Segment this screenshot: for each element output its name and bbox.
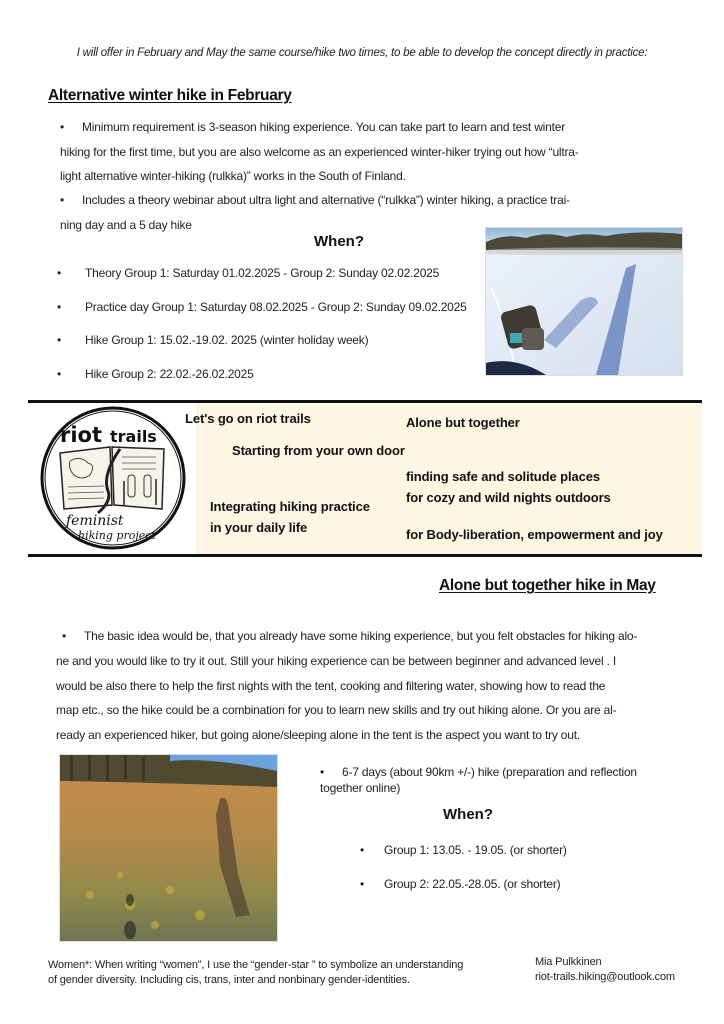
bullet-dot: •: [320, 765, 325, 779]
contact-block: [535, 955, 675, 985]
slogan-safe-places-2: for cozy and wild nights outdoors: [406, 490, 611, 505]
date-item: • Practice day Group 1: Saturday 08.02.2025 - Group 2: Sunday 09.02.2025: [57, 299, 467, 314]
slogan-liberation: for Body-liberation, empowerment and joy: [406, 527, 663, 542]
date-item: • Group 2: 22.05.-28.05. (or shorter): [360, 877, 561, 891]
february-heading: Alternative winter hike in February: [48, 87, 292, 104]
may-when-heading: When?: [443, 806, 493, 823]
riot-trails-banner: [28, 400, 702, 557]
slogan-lets-go: Let's go on riot trails: [185, 411, 311, 426]
riot-trails-logo-icon: [38, 405, 188, 551]
bullet-dot: •: [62, 629, 67, 643]
bullet-line: ning day and a 5 day hike: [60, 217, 192, 232]
date-item: • Hike Group 2: 22.02.-26.02.2025: [57, 366, 254, 381]
february-when-heading: When?: [314, 233, 364, 250]
winter-snow-photo: [485, 227, 683, 376]
may-heading: Alone but together hike in May: [439, 577, 656, 594]
slogan-integrating-1: Integrating hiking practice: [210, 499, 370, 514]
logo-top-text: riot: [60, 423, 103, 447]
paragraph-line: would be also there to help the first nights with the tent, cooking and filtering water, showing how to read the: [56, 678, 606, 693]
autumn-bog-photo: [59, 754, 278, 942]
paragraph-line: ready an experienced hiker, but going alone/sleeping alone in the tent is the aspect you want to try out.: [56, 728, 581, 743]
duration-line: 6-7 days (about 90km +/-) hike (preparation and reflection: [342, 765, 637, 779]
bullet-dot: •: [60, 120, 65, 134]
logo-top-text-trails: trails: [110, 427, 157, 446]
logo-bottom-text: feminist: [66, 513, 124, 529]
autumn-bog-photo-icon: [60, 755, 277, 941]
intro-text: I will offer in February and May the same course/hike two times, to be able to develop the concept directly in practice:: [76, 46, 648, 59]
date-item: • Theory Group 1: Saturday 01.02.2025 - Group 2: Sunday 02.02.2025: [57, 266, 440, 280]
winter-snow-photo-icon: [486, 228, 682, 375]
logo-bottom-text-2: hiking project: [78, 529, 156, 542]
february-bullet-1: [60, 115, 660, 189]
bullet-line: Minimum requirement is 3-season hiking experience. You can take part to learn and test winter: [82, 120, 566, 134]
bullet-dot: •: [60, 193, 65, 207]
paragraph-line: ne and you would like to try it out. Still your hiking experience can be between beginner and advanced level . I: [56, 653, 616, 668]
paragraph-line: map etc., so the hike could be a combination for you to learn new skills and try out hiking alone. Or you are al-: [56, 703, 617, 718]
may-duration-bullet: [320, 764, 700, 796]
slogan-safe-places-1: finding safe and solitude places: [406, 469, 601, 484]
duration-line: together online): [320, 781, 401, 795]
slogan-own-door: Starting from your own door: [232, 443, 405, 458]
may-paragraph: [56, 624, 702, 748]
footnote-line: Women*: When writing “women”, I use the “gender-star ” to symbolize an understanding: [48, 959, 464, 971]
riot-trails-logo: [38, 405, 188, 551]
paragraph-line: The basic idea would be, that you already have some hiking experience, but you felt obstacles for hiking alo-: [84, 629, 638, 643]
contact-email[interactable]: riot-trails.hiking@outlook.com: [535, 971, 675, 983]
bullet-line: Includes a theory webinar about ultra light and alternative (“rulkka”) winter hiking, a practice trai-: [82, 193, 570, 207]
february-dates-list: [55, 266, 467, 400]
may-dates-list: [358, 843, 567, 911]
gender-star-footnote: [48, 958, 518, 988]
slogan-alone-together: Alone but together: [406, 415, 520, 430]
slogan-integrating-2: in your daily life: [210, 520, 308, 535]
date-item: • Hike Group 1: 15.02.-19.02. 2025 (winter holiday week): [57, 333, 369, 347]
footnote-line: of gender diversity. Including cis, trans, inter and nonbinary gender-identities.: [48, 974, 410, 986]
bullet-line: light alternative winter-hiking (rulkka)” works in the South of Finland.: [60, 169, 406, 183]
contact-name: Mia Pulkkinen: [535, 956, 602, 968]
date-item: • Group 1: 13.05. - 19.05. (or shorter): [360, 843, 567, 857]
bullet-line: hiking for the first time, but you are also welcome as an experienced winter-hiker trying out how “ultra-: [60, 144, 579, 159]
